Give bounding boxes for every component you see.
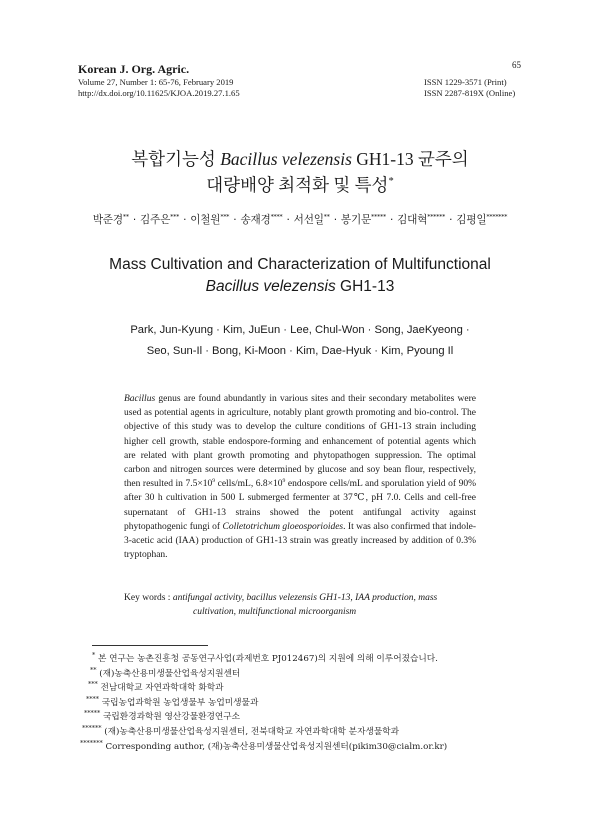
abstract-part3: endospore cells/mL and sporulation yield of 90% after 30 h cultivation in 500 L submerged fermenter at 37℃, pH 7.0. Cells and cell-free supernatant of GH1-13 strains showed the potent antifungal activity against phytopathogenic fungi of (124, 479, 476, 532)
footnote-mark: ***** (84, 709, 101, 718)
en-title-species: Bacillus velezensis (205, 278, 336, 295)
issn-block (424, 77, 515, 99)
korean-author-name: 이철원 (190, 214, 221, 226)
author-separator: · (333, 214, 337, 226)
footnote-rule (92, 645, 208, 646)
footnote-5 (80, 710, 447, 725)
korean-author-name: 김평일 (456, 214, 487, 226)
footnote-7 (80, 740, 447, 755)
footnote-4 (80, 696, 447, 711)
volume-line: Volume 27, Number 1: 65-76, February 2019 (78, 77, 234, 87)
korean-author-name: 봉기문 (340, 214, 372, 226)
footnote-mark: **** (86, 694, 99, 703)
abstract-genus: Bacillus (124, 394, 156, 404)
journal-meta (78, 77, 240, 99)
issn-print: ISSN 1229-3571 (Print) (424, 77, 507, 87)
keywords-label: Key words : (124, 593, 173, 603)
ko-title-line2: 대량배양 최적화 및 특성 (206, 175, 389, 195)
footnote-text: 본 연구는 농촌진흥청 공동연구사업(과제번호 PJ012467)의 지원에 의해 이루어졌습니다. (95, 654, 438, 664)
abstract (124, 392, 476, 562)
ko-title-mark: * (388, 176, 394, 188)
en-title-post: GH1-13 (335, 278, 395, 295)
korean-author-mark: ** (323, 213, 330, 221)
footnote-text: (재)농축산용미생물산업육성지원센터 (96, 668, 241, 679)
korean-author-mark: *** (170, 213, 180, 221)
korean-author-mark: ****** (427, 213, 446, 221)
footnote-text: 전남대학교 자연과학대학 화학과 (97, 683, 224, 694)
author-separator: · (389, 214, 394, 226)
author-separator: · (449, 214, 453, 226)
author-separator: · (183, 214, 187, 226)
footnote-3 (80, 681, 447, 696)
footnote-1 (80, 652, 447, 667)
ko-title-pre: 복합기능성 (131, 149, 221, 169)
korean-author-name: 김주은 (140, 214, 171, 226)
en-authors-line2: Seo, Sun-Il · Bong, Ki-Moon · Kim, Dae-Hyuk · Kim, Pyoung Il (146, 345, 454, 357)
keywords-line2: cultivation, multifunctional microorganism (193, 606, 357, 617)
keywords-line1: antifungal activity, bacillus velezensis GH1-13, IAA production, mass (172, 593, 438, 603)
abstract-part2: cells/mL, 6.8×10 (215, 479, 283, 490)
korean-author-mark: *** (220, 213, 230, 221)
korean-author-name: 김대혁 (397, 214, 428, 226)
korean-author-mark: ***** (371, 213, 386, 221)
footnote-mark: * (92, 651, 96, 660)
korean-author-name: 박준경 (92, 214, 123, 226)
footnote-text: 국립환경과학원 영산강물환경연구소 (100, 712, 241, 723)
korean-author-name: 서선일 (293, 214, 324, 226)
keywords (124, 592, 476, 619)
korean-authors (0, 212, 600, 227)
journal-name: Korean J. Org. Agric. (78, 62, 190, 76)
footnote-text: 국립농업과학원 농업생물부 농업미생물과 (99, 697, 259, 708)
footnote-6 (80, 725, 447, 740)
author-separator: · (233, 214, 237, 226)
english-authors (0, 320, 600, 362)
footnote-mark: ****** (82, 724, 102, 733)
abstract-part1: genus are found abundantly in various sites and their secondary metabolites were used as potential agents in agriculture, notably plant growth promoting and bio-control. The objective of this study was to develop the culture conditions of GH1-13 strain including higher cell growth, stable endospore-forming and enhancement of potential agents which are related with plant growth promoting and phytopathogen suppression. The optimal carbon and nitrogen sources were determined by glucose and soy bean flour, respectively, then resulted in 7.5×10 (124, 394, 476, 490)
author-separator: · (286, 214, 290, 226)
footnote-2 (80, 667, 447, 682)
korean-author-mark: **** (270, 213, 283, 221)
author-separator: · (132, 214, 136, 226)
en-authors-line1: Park, Jun-Kyung · Kim, JuEun · Lee, Chul-Won · Song, JaeKyeong · (130, 324, 470, 336)
korean-author-mark: ** (122, 213, 129, 221)
footnote-text: Corresponding author, (재)농축산용미생물산업육성지원센터(pikim30@cialm.or.kr) (102, 741, 448, 752)
ko-title-post: GH1-13 균주의 (351, 149, 469, 169)
page-number: 65 (512, 60, 521, 70)
issn-online: ISSN 2287-819X (Online) (424, 88, 516, 98)
abstract-exp2: 9 (282, 478, 286, 485)
footnote-mark: ******* (80, 738, 103, 747)
en-title-line1: Mass Cultivation and Characterization of Multifunctional (109, 256, 491, 273)
abstract-fungus: Colletotrichum gloeosporioides (222, 521, 344, 532)
footnote-text: (재)농축산용미생물산업육성지원센터, 전북대학교 자연과학대학 분자생물학과 (101, 726, 400, 737)
english-title (0, 254, 600, 298)
abstract-exp1: 9 (212, 478, 216, 485)
footnote-mark: ** (90, 665, 97, 674)
korean-author-name: 송재경 (240, 214, 271, 226)
ko-title-species: Bacillus velezensis (220, 149, 352, 169)
footnotes (80, 652, 447, 754)
korean-title (0, 146, 600, 198)
korean-author-mark: ******* (486, 213, 508, 221)
doi-link[interactable]: http://dx.doi.org/10.11625/KJOA.2019.27.1.65 (78, 88, 240, 98)
footnote-mark: *** (88, 680, 98, 689)
abstract-part4: . It was also confirmed that indole-3-acetic acid (IAA) production of GH1-13 strain was greatly increased by addition of 0.3% tryptophan. (124, 521, 476, 561)
